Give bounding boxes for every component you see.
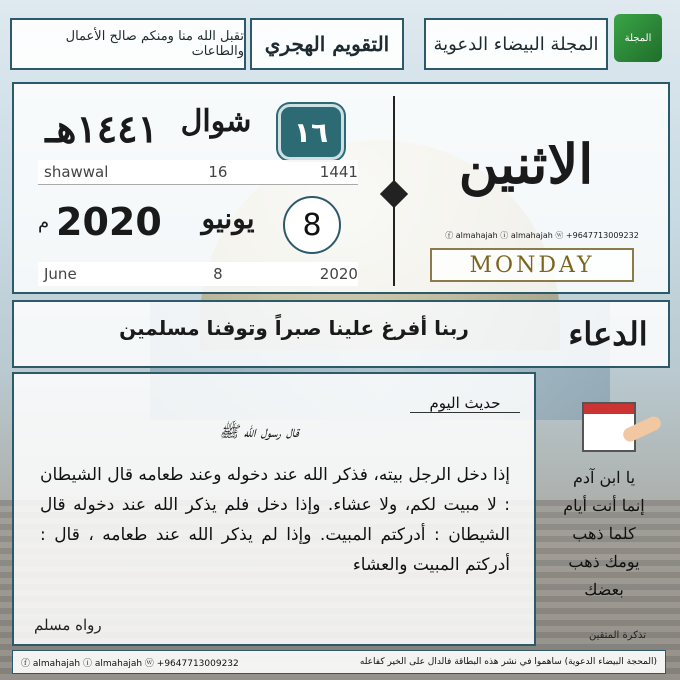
magazine-name: المجلة البيضاء الدعوية bbox=[424, 18, 608, 70]
calendar-title: التقويم الهجري bbox=[250, 18, 404, 70]
gregorian-year: 2020 bbox=[56, 200, 162, 244]
gregorian-suffix: م bbox=[38, 212, 50, 233]
day-name-english: MONDAY bbox=[430, 248, 634, 282]
hadith-body: إذا دخل الرجل بيته، فذكر الله عند دخوله وعند طعامه قال الشيطان : لا مبيت لكم، ولا عشاء. وإذا دخل فلم يذكر الله عند دخوله قال الشيطان : أدركتم المبيت. وإذا لم يذكر الله عند طعامه ، قال : أدركتم المبيت والعشاء bbox=[40, 465, 510, 575]
hijri-day-latin: 16 bbox=[208, 163, 228, 181]
quote-line: يا ابن آدم bbox=[572, 468, 636, 487]
quote-lines bbox=[542, 464, 666, 604]
gregorian-date-row bbox=[38, 196, 358, 256]
hadith-attribution: قال رسول الله ﷺ bbox=[219, 422, 299, 441]
top-bar bbox=[8, 8, 672, 74]
date-panel bbox=[12, 82, 670, 294]
prayer-banner: تقبل الله منا ومنكم صالح الأعمال والطاعات bbox=[10, 18, 246, 70]
tazkira-label: تذكرة المتقين bbox=[588, 630, 646, 641]
hadith-panel bbox=[12, 372, 536, 646]
dua-text: ربنا أفرغ علينا صبراً وتوفنا مسلمين bbox=[119, 316, 469, 340]
quote-line: إنما أنت أيام bbox=[563, 496, 645, 515]
logo-text: المجلة bbox=[624, 32, 652, 44]
side-quote bbox=[542, 372, 666, 642]
hijri-date-row bbox=[38, 100, 358, 160]
hijri-month-arabic: شوال bbox=[180, 104, 252, 139]
gregorian-month-latin: June bbox=[44, 265, 77, 283]
hijri-year-arabic: ١٤٤١هـ bbox=[45, 106, 158, 151]
footer-bar bbox=[12, 650, 666, 674]
diamond-ornament-icon bbox=[380, 180, 408, 208]
dua-strip bbox=[12, 300, 670, 368]
dua-title: الدعاء bbox=[568, 315, 648, 353]
day-name-arabic: الاثنين bbox=[458, 132, 594, 196]
hijri-day-badge: ١٦ bbox=[278, 104, 344, 160]
hijri-date-latin bbox=[38, 160, 358, 185]
contacts-line: ⓕ almahajah ⓘ almahajah ⓦ +9647713009232 bbox=[445, 231, 639, 240]
gregorian-date-latin bbox=[38, 262, 358, 286]
hijri-year-latin: 1441 bbox=[319, 163, 358, 181]
quote-line: بعضك bbox=[584, 580, 624, 599]
hadith-source: رواه مسلم bbox=[34, 616, 102, 634]
gregorian-day-badge: 8 bbox=[283, 196, 341, 254]
ornament-divider bbox=[374, 96, 414, 286]
footer-text: (المحجة البيضاء الدعوية) ساهموا في نشر هذه البطاقة فالدال على الخير كفاعله bbox=[359, 657, 657, 667]
quote-line: كلما ذهب bbox=[572, 524, 636, 543]
magazine-logo-icon bbox=[614, 14, 662, 62]
quote-line: يومك ذهب bbox=[568, 552, 640, 571]
hadith-tag: حديث اليوم bbox=[410, 394, 520, 413]
gregorian-year-latin: 2020 bbox=[319, 265, 358, 283]
gregorian-month-arabic: يونيو bbox=[201, 202, 255, 235]
hijri-month-latin: shawwal bbox=[44, 163, 109, 181]
footer-contacts: ⓕ almahajah ⓘ almahajah ⓦ +9647713009232 bbox=[21, 658, 239, 669]
gregorian-day-latin: 8 bbox=[213, 265, 223, 283]
